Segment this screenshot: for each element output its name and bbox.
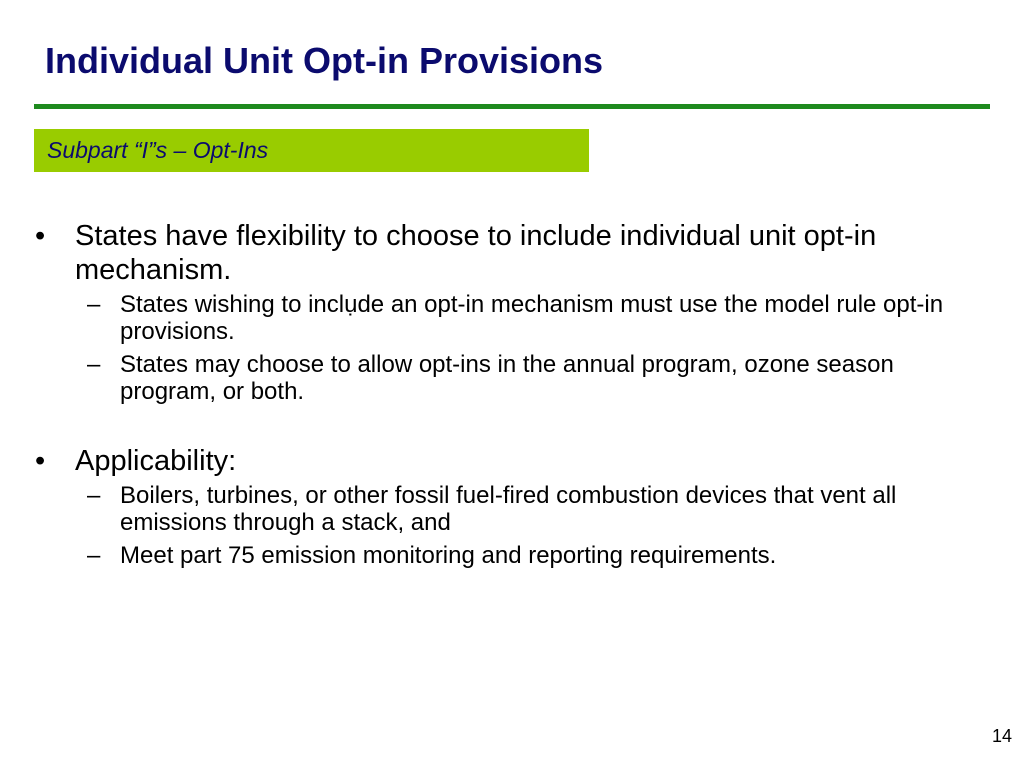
- subbullet-marker: –: [87, 542, 101, 569]
- bullet-text: States have flexibility to choose to include individual unit opt-in mechanism.: [75, 220, 877, 286]
- subbullet-item: [0, 351, 970, 405]
- subbullet-item: [0, 482, 970, 536]
- bullet-item: [0, 444, 975, 478]
- subbullet-marker: –: [87, 482, 101, 509]
- subbullet-item: [0, 542, 970, 569]
- subbullet-list: [0, 482, 1024, 569]
- slide-content: [0, 219, 1024, 575]
- subbullet-marker: –: [87, 291, 101, 318]
- slide-title: Individual Unit Opt-in Provisions: [45, 40, 604, 81]
- subtitle-text: Subpart “I”s – Opt-Ins: [47, 137, 269, 163]
- subbullet-text: States wishing to inclụde an opt-in mechanism must use the model rule opt-in provisions.: [120, 291, 944, 345]
- subtitle-banner: [34, 129, 589, 172]
- subbullet-text: Meet part 75 emission monitoring and reporting requirements.: [120, 542, 777, 569]
- spacer: [0, 411, 1024, 444]
- subbullet-item: [0, 291, 970, 345]
- bullet-marker: •: [35, 220, 46, 252]
- bullet-marker: •: [35, 445, 46, 477]
- subbullet-marker: –: [87, 351, 101, 378]
- subbullet-text: States may choose to allow opt-ins in the annual program, ozone season program, or both.: [120, 351, 894, 405]
- bullet-text: Applicability:: [75, 445, 237, 477]
- subbullet-text: Boilers, turbines, or other fossil fuel-fired combustion devices that vent all emissions through a stack, and: [120, 482, 897, 536]
- title-divider: [34, 104, 990, 109]
- page-number: 14: [991, 726, 1012, 746]
- bullet-item: [0, 219, 975, 287]
- subbullet-list: [0, 291, 1024, 405]
